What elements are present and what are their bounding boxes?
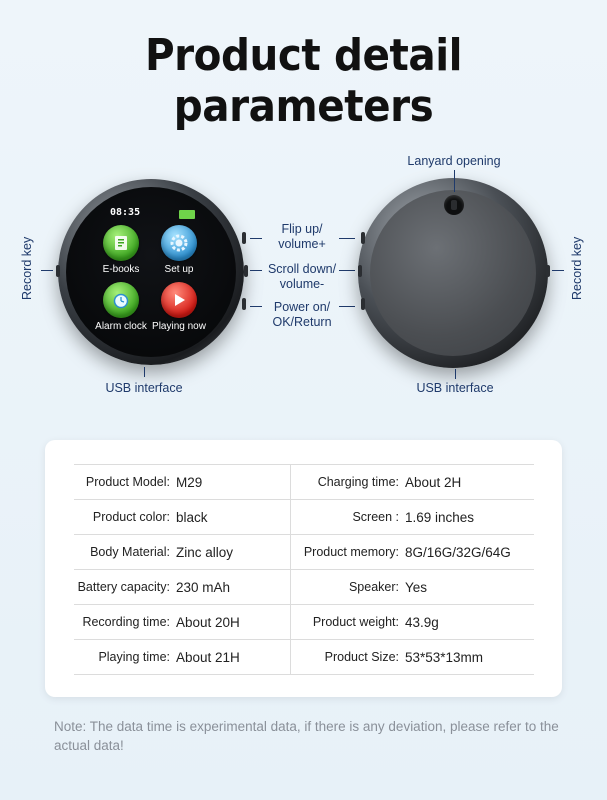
- callout-scroll-down: Scroll down/ volume-: [267, 262, 337, 291]
- alarm-clock-icon: [103, 282, 139, 318]
- callout-line: [339, 306, 355, 307]
- spec-key: Product memory:: [291, 535, 404, 570]
- callout-line: [41, 270, 53, 271]
- record-key-button: [56, 265, 60, 277]
- side-button: [358, 265, 362, 277]
- spec-value: Yes: [403, 570, 534, 605]
- callout-record-key-right: Record key: [570, 236, 584, 300]
- spec-value: black: [174, 500, 291, 535]
- spec-key: Product Size:: [291, 640, 404, 675]
- spec-key: Product Model:: [74, 465, 174, 500]
- callout-line: [144, 367, 145, 377]
- power-button: [242, 298, 246, 310]
- spec-key: Speaker:: [291, 570, 404, 605]
- callout-lanyard: Lanyard opening: [407, 154, 501, 168]
- spec-value: Zinc alloy: [174, 535, 291, 570]
- spec-value: M29: [174, 465, 291, 500]
- clock-text: 08:35: [110, 207, 141, 218]
- app-label-playing: Playing now: [152, 321, 206, 332]
- page-title: Product detail parameters: [144, 30, 463, 132]
- spec-value: About 21H: [174, 640, 291, 675]
- callout-line: [250, 306, 262, 307]
- spec-key: Product weight:: [291, 605, 404, 640]
- app-label-alarm: Alarm clock: [95, 321, 147, 332]
- callout-usb-right: USB interface: [416, 381, 494, 395]
- spec-value: 8G/16G/32G/64G: [403, 535, 534, 570]
- side-button: [361, 298, 365, 310]
- play-icon: [161, 282, 197, 318]
- flip-up-button: [242, 232, 246, 244]
- spec-key: Battery capacity:: [74, 570, 174, 605]
- record-key-button: [546, 265, 550, 277]
- table-row: [74, 640, 534, 675]
- callout-flip-up: Flip up/ volume+: [278, 222, 326, 251]
- callout-line: [454, 170, 455, 192]
- app-label-ebooks: E-books: [102, 264, 140, 275]
- app-label-setup: Set up: [164, 264, 194, 275]
- spec-value: 43.9g: [403, 605, 534, 640]
- ebook-icon: [103, 225, 139, 261]
- spec-key: Playing time:: [74, 640, 174, 675]
- table-row: [74, 465, 534, 500]
- spec-table: [74, 464, 534, 675]
- callout-line: [339, 238, 355, 239]
- spec-key: Recording time:: [74, 605, 174, 640]
- spec-value: 53*53*13mm: [403, 640, 534, 675]
- spec-key: Charging time:: [291, 465, 404, 500]
- table-row: [74, 500, 534, 535]
- side-button: [361, 232, 365, 244]
- callout-line: [455, 369, 456, 379]
- note-text: Note: The data time is experimental data, if there is any deviation, please refer to the actual data!: [54, 719, 559, 753]
- table-row: [74, 605, 534, 640]
- spec-value: 1.69 inches: [403, 500, 534, 535]
- callout-line: [250, 270, 262, 271]
- spec-value: 230 mAh: [174, 570, 291, 605]
- battery-icon: [179, 210, 195, 219]
- callout-line: [339, 270, 355, 271]
- callout-line: [250, 238, 262, 239]
- callout-usb-left: USB interface: [105, 381, 183, 395]
- spec-key: Screen :: [291, 500, 404, 535]
- spec-value: About 2H: [403, 465, 534, 500]
- spec-key: Product color:: [74, 500, 174, 535]
- gear-icon: [161, 225, 197, 261]
- spec-value: About 20H: [174, 605, 291, 640]
- callout-line: [552, 270, 564, 271]
- table-row: [74, 535, 534, 570]
- spec-key: Body Material:: [74, 535, 174, 570]
- table-row: [74, 570, 534, 605]
- lanyard-hole-icon: [444, 195, 464, 215]
- callout-record-key-left: Record key: [20, 236, 34, 300]
- callout-power-on: Power on/ OK/Return: [272, 300, 332, 329]
- scroll-down-button: [244, 265, 248, 277]
